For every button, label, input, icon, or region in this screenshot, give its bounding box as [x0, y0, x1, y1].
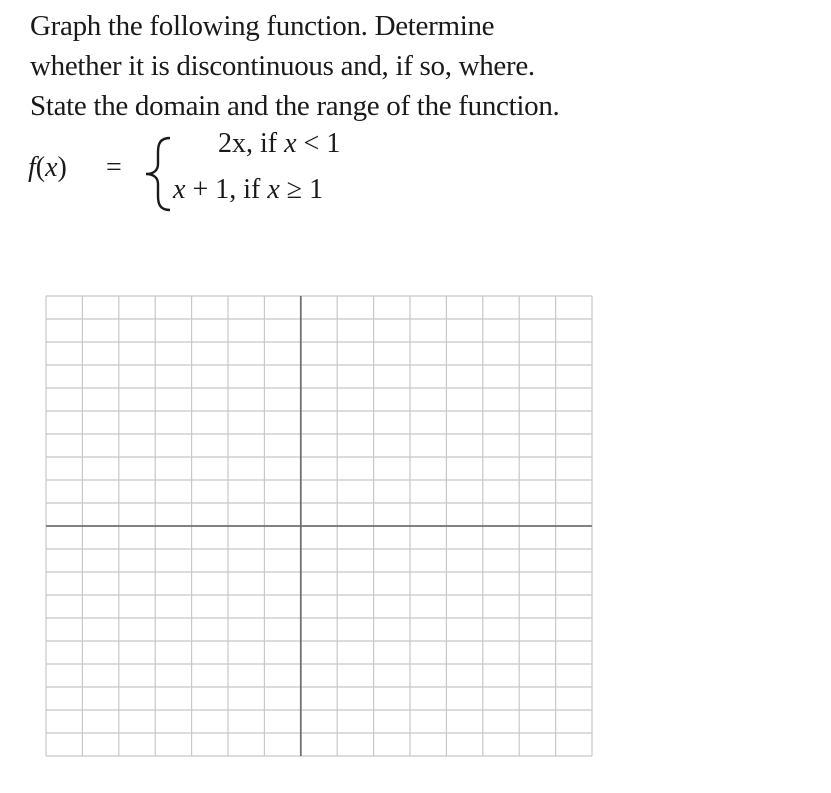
close-paren: )	[57, 152, 67, 183]
case-one	[218, 128, 340, 160]
prompt-line-2: whether it is discontinuous and, if so, where.	[30, 50, 535, 82]
function-name	[28, 152, 67, 184]
equals-sign: =	[106, 152, 122, 183]
function-variable: x	[45, 152, 58, 183]
case-one-condition: < 1	[296, 128, 341, 159]
case-one-variable: x	[284, 128, 297, 159]
case-two-condition: ≥ 1	[279, 174, 324, 205]
case-one-expression: 2x,	[218, 128, 253, 159]
case-two	[173, 174, 323, 206]
case-two-if: if	[236, 174, 268, 205]
open-paren: (	[35, 152, 46, 183]
piecewise-function	[28, 128, 448, 218]
prompt-line-3: State the domain and the range of the function.	[30, 90, 560, 122]
problem-prompt	[30, 6, 730, 126]
left-brace-icon	[138, 134, 178, 214]
case-two-condition-variable: x	[267, 174, 280, 205]
coordinate-grid[interactable]	[45, 295, 593, 757]
prompt-line-1: Graph the following function. Determine	[30, 10, 495, 42]
case-two-variable: x	[173, 174, 186, 205]
case-two-expression: + 1,	[185, 174, 237, 205]
case-one-if: if	[253, 128, 285, 159]
function-letter: f	[28, 152, 36, 183]
graph-paper[interactable]	[45, 295, 593, 757]
